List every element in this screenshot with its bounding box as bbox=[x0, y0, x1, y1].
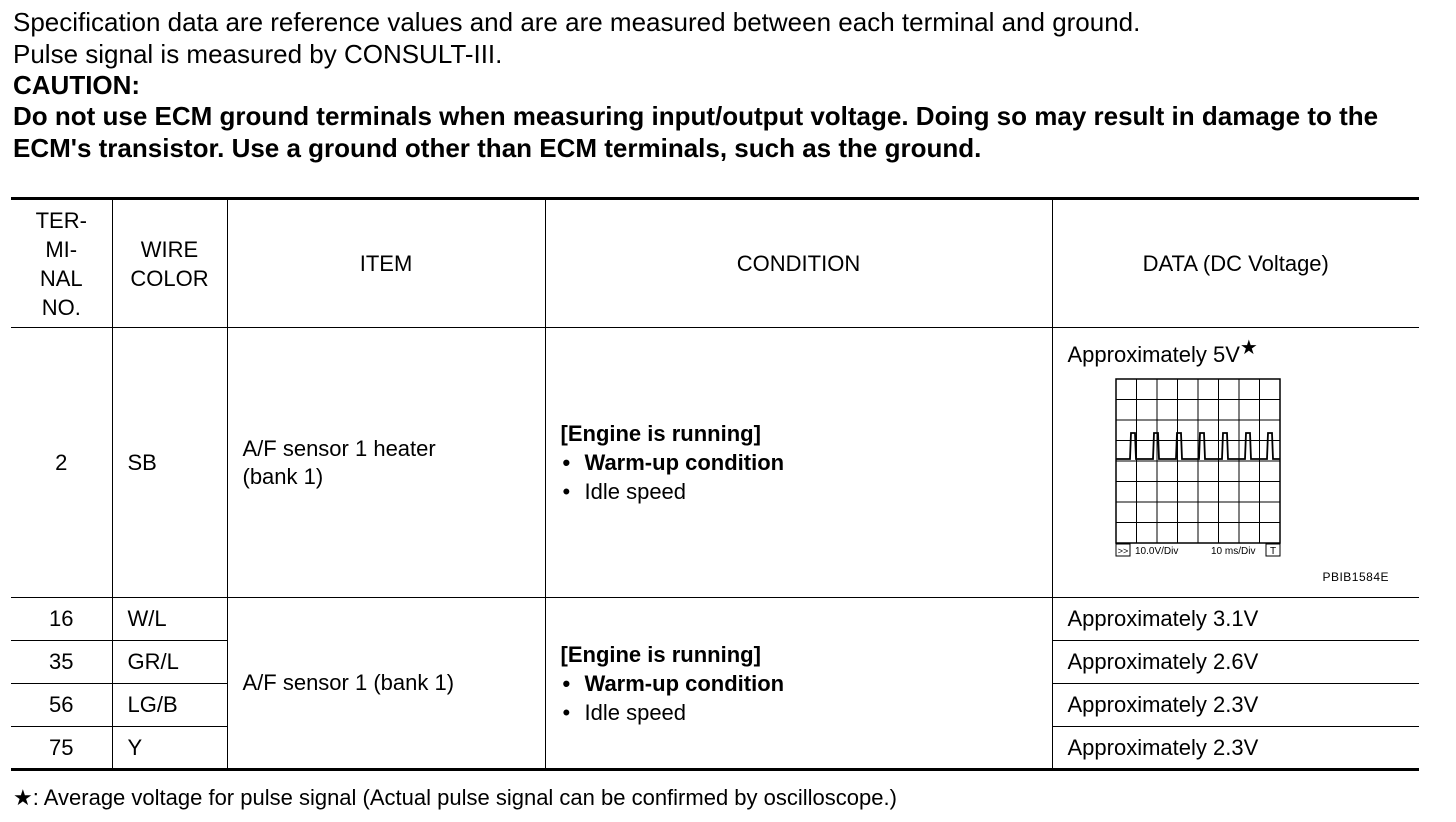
condition-list bbox=[561, 669, 1052, 727]
data-cell: Approximately 2.3V bbox=[1052, 727, 1419, 770]
condition-title: [Engine is running] bbox=[560, 421, 761, 446]
item-cell: A/F sensor 1 heater (bank 1) bbox=[227, 328, 545, 598]
terminal-cell: 2 bbox=[11, 328, 112, 598]
intro-line-1: Specification data are reference values and are are measured between each terminal and ground. bbox=[13, 7, 1141, 37]
scope-time-label: 10 ms/Div bbox=[1210, 546, 1255, 557]
item-cell: A/F sensor 1 (bank 1) bbox=[227, 598, 545, 770]
condition-cell bbox=[545, 328, 1052, 598]
condition-item: • Warm-up condition bbox=[561, 448, 1052, 477]
data-value: Approximately 5V bbox=[1067, 342, 1240, 367]
oscilloscope-waveform bbox=[1115, 378, 1283, 558]
terminal-cell: 35 bbox=[11, 641, 112, 684]
wire-cell: Y bbox=[112, 727, 227, 770]
caution-text: Do not use ECM ground terminals when measuring input/output voltage. Doing so may result in damage to the ECM's transistor. Use a ground other than ECM terminals, such as the ground. bbox=[13, 101, 1379, 163]
header-data: DATA (DC Voltage) bbox=[1052, 199, 1419, 328]
intro-line-2: Pulse signal is measured by CONSULT-III. bbox=[13, 39, 503, 69]
data-cell: Approximately 2.6V bbox=[1052, 641, 1419, 684]
scope-left-marker: >> bbox=[1117, 546, 1128, 556]
header-wire-color: WIRE COLOR bbox=[112, 199, 227, 328]
scope-right-marker: T bbox=[1269, 546, 1276, 557]
footnote bbox=[13, 785, 897, 811]
table-row bbox=[11, 598, 1419, 641]
terminal-cell: 16 bbox=[11, 598, 112, 641]
condition-cell bbox=[545, 598, 1052, 770]
condition-item: • Idle speed bbox=[561, 698, 1052, 727]
footnote-text: : Average voltage for pulse signal (Actual pulse signal can be confirmed by oscilloscope.) bbox=[32, 785, 897, 810]
condition-item: • Warm-up condition bbox=[561, 669, 1052, 698]
figure-code: PBIB1584E bbox=[1322, 570, 1389, 584]
wire-cell: SB bbox=[112, 328, 227, 598]
terminal-cell: 75 bbox=[11, 727, 112, 770]
data-cell: Approximately 3.1V bbox=[1052, 598, 1419, 641]
wire-cell: W/L bbox=[112, 598, 227, 641]
table-row bbox=[11, 328, 1419, 598]
table-header-row bbox=[11, 199, 1419, 328]
wire-cell: GR/L bbox=[112, 641, 227, 684]
intro-block bbox=[13, 6, 1433, 164]
data-cell: Approximately 2.3V bbox=[1052, 684, 1419, 727]
scope-volt-label: 10.0V/Div bbox=[1134, 546, 1178, 557]
terminal-cell: 56 bbox=[11, 684, 112, 727]
caution-label: CAUTION: bbox=[13, 70, 141, 100]
condition-item: • Idle speed bbox=[561, 477, 1052, 506]
data-cell bbox=[1052, 328, 1419, 598]
wire-cell: LG/B bbox=[112, 684, 227, 727]
star-icon: ★ bbox=[13, 785, 33, 810]
terminal-spec-table bbox=[11, 197, 1419, 771]
star-icon: ★ bbox=[1239, 337, 1258, 359]
condition-title: [Engine is running] bbox=[560, 641, 761, 667]
header-item: ITEM bbox=[227, 199, 545, 328]
header-condition: CONDITION bbox=[545, 199, 1052, 328]
condition-list bbox=[561, 448, 1052, 506]
header-terminal-no: TER- MI- NAL NO. bbox=[11, 199, 112, 328]
